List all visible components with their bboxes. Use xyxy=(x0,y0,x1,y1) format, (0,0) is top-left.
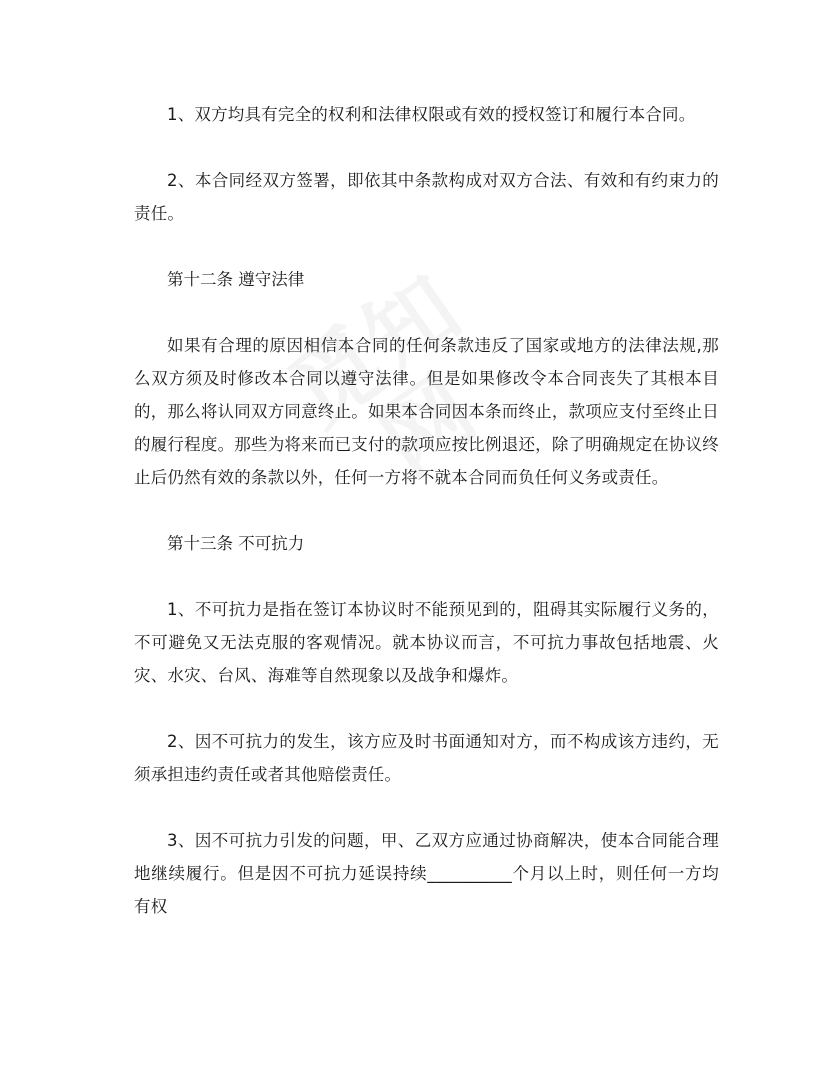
document-body xyxy=(134,98,719,923)
clause-paragraph: 3、因不可抗力引发的问题，甲、乙双方应通过协商解决，使本合同能合理地继续履行。但是因不可抗力延误持续__________个月以上时，则任何一方均有权 xyxy=(134,831,719,916)
section-heading: 第十三条 不可抗力 xyxy=(167,534,305,553)
clause-paragraph: 1、不可抗力是指在签订本协议时不能预见到的，阻碍其实际履行义务的，不可避免又无法克服的客观情况。就本协议而言，不可抗力事故包括地震、火灾、水灾、台风、海难等自然现象以及战争和爆炸。 xyxy=(134,600,719,685)
clause-paragraph: 如果有合理的原因相信本合同的任何条款违反了国家或地方的法律法规,那么双方须及时修改本合同以遵守法律。但是如果修改令本合同丧失了其根本目的，那么将认同双方同意终止。如果本合同因本条而终止，款项应支付至终止日的履行程度。那些为将来而已支付的款项应按比例退还，除了明确规定在协议终止后仍然有效的条款以外，任何一方将不就本合同而负任何义务或责任。 xyxy=(134,336,719,487)
clause-paragraph: 1、双方均具有完全的权利和法律权限或有效的授权签订和履行本合同。 xyxy=(167,105,696,124)
clause-paragraph: 2、本合同经双方签署，即依其中条款构成对双方合法、有效和有约束力的责任。 xyxy=(134,171,719,223)
section-heading: 第十二条 遵守法律 xyxy=(167,270,305,289)
clause-paragraph: 2、因不可抗力的发生，该方应及时书面通知对方，而不构成该方违约，无须承担违约责任或者其他赔偿责任。 xyxy=(134,732,719,784)
